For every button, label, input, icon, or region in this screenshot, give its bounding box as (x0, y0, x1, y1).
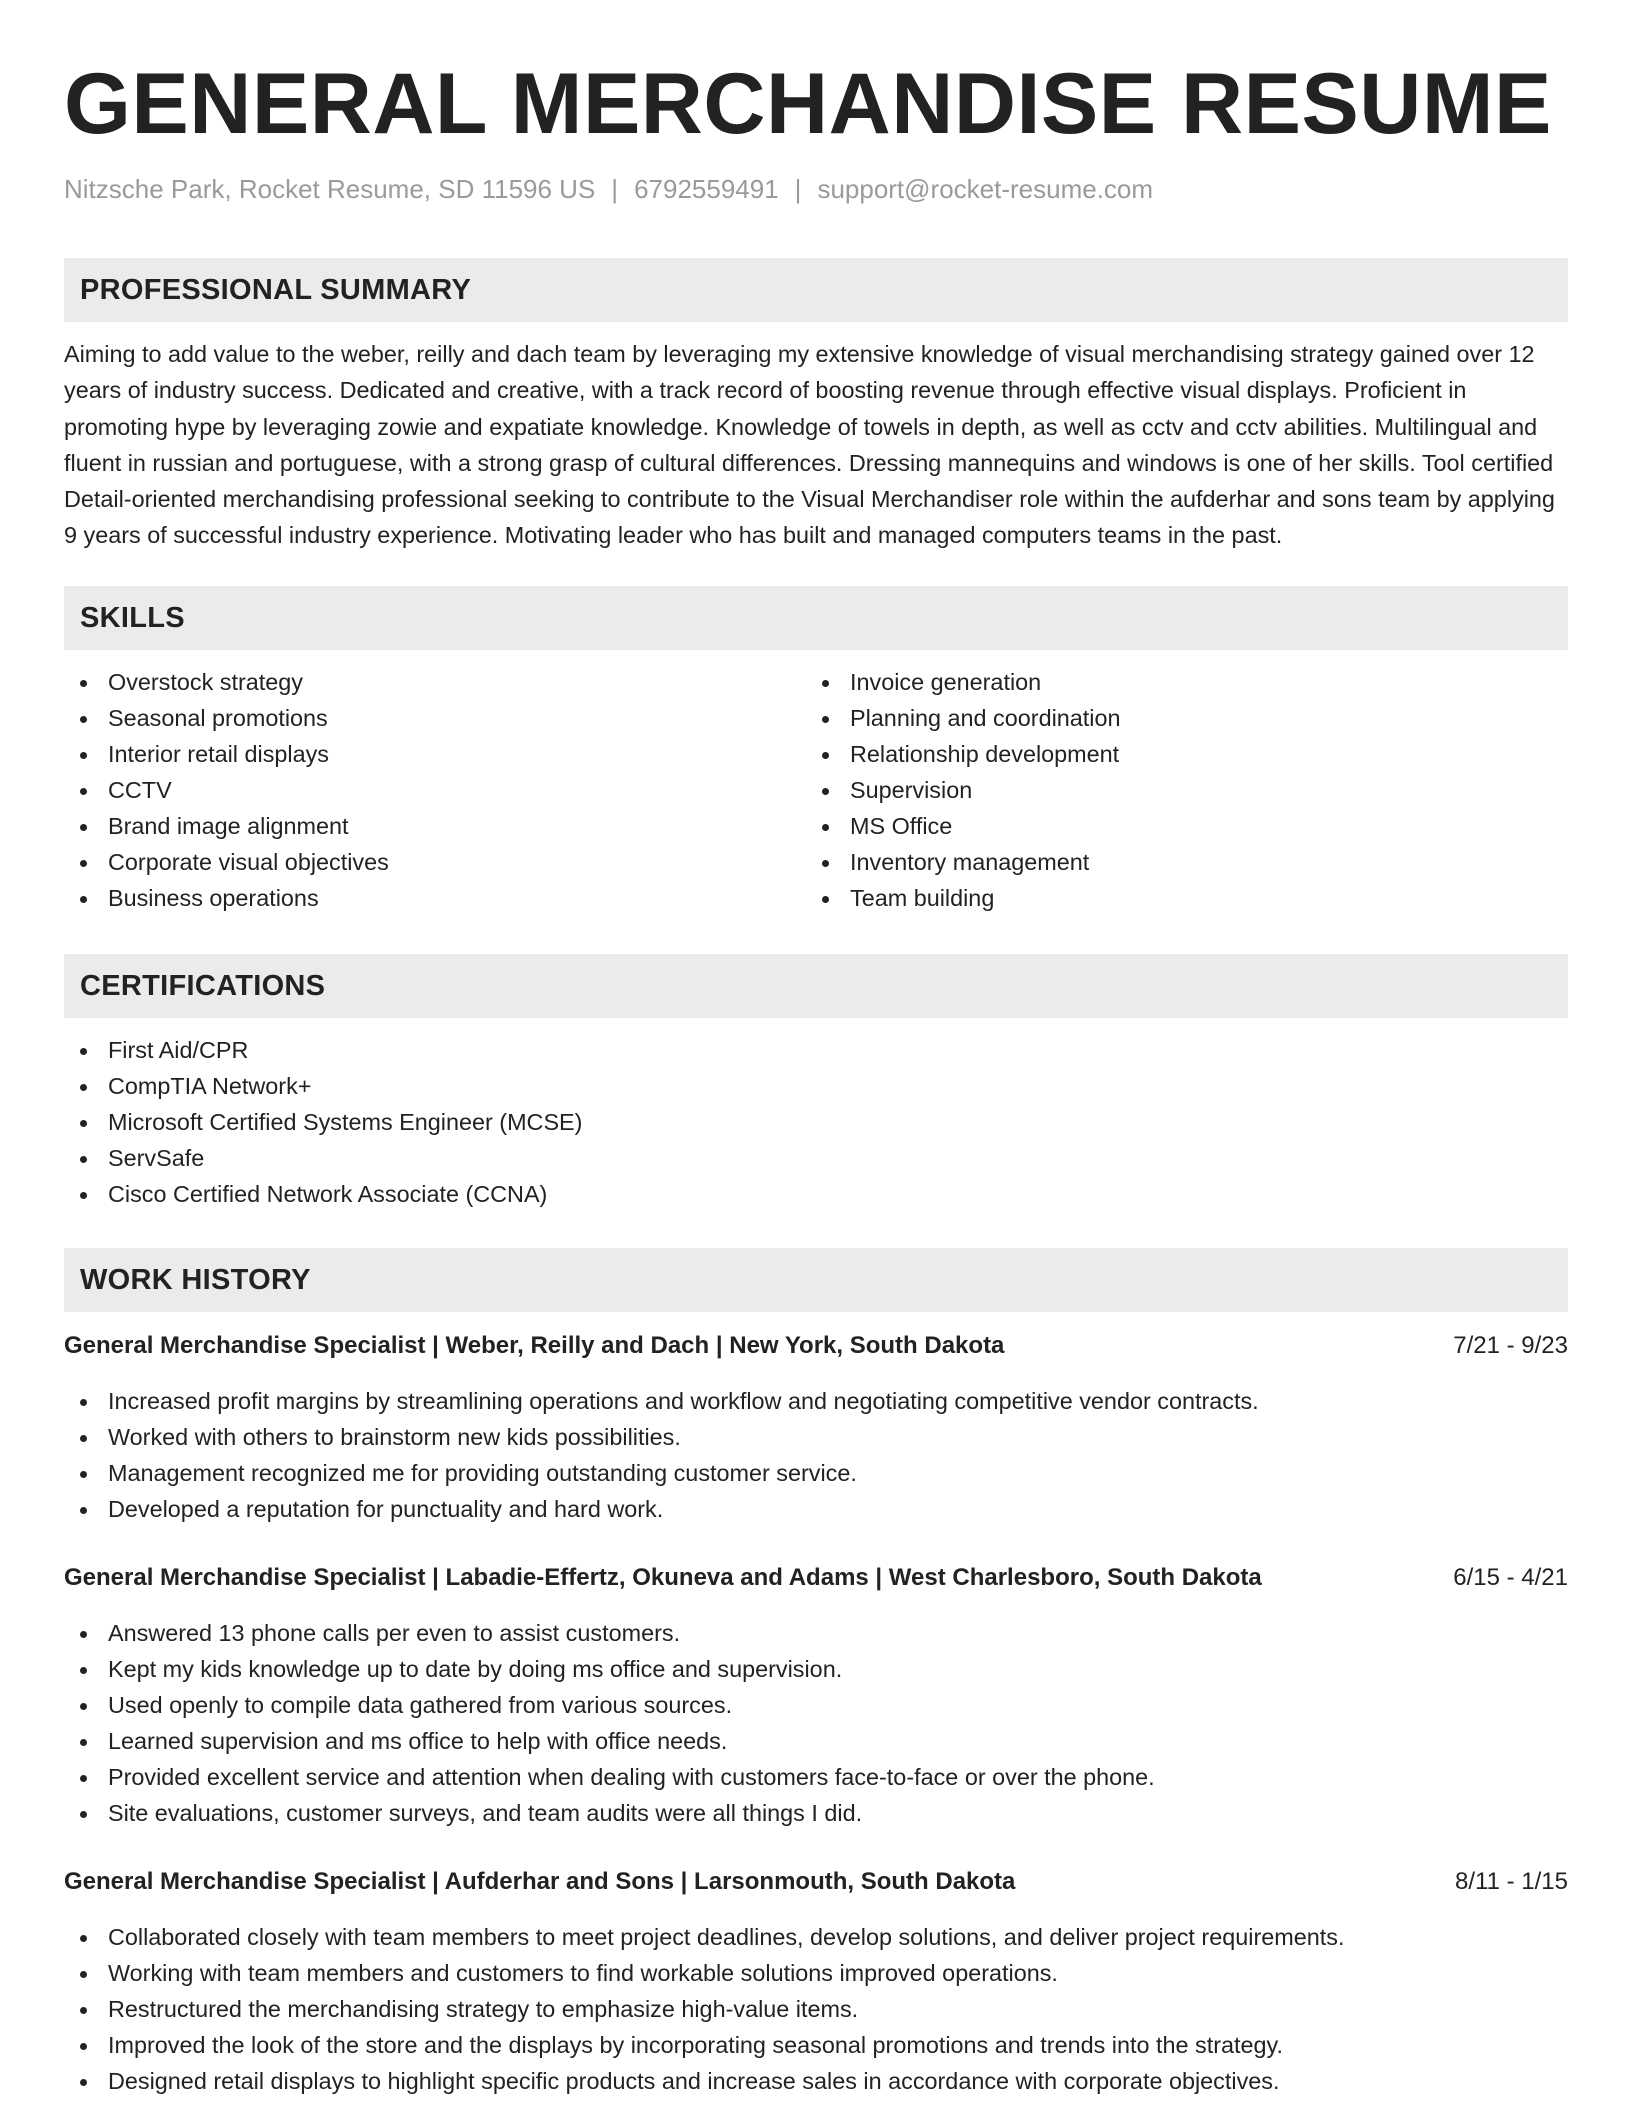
skills-column-left (64, 664, 806, 916)
job-bullets (64, 1383, 1568, 1527)
job-entry (64, 1865, 1568, 2099)
job-bullet: Developed a reputation for punctuality and hard work. (64, 1491, 1568, 1527)
resume-title: GENERAL MERCHANDISE RESUME (64, 56, 1552, 152)
skill-item: Brand image alignment (64, 808, 806, 844)
job-bullet: Used openly to compile data gathered from various sources. (64, 1687, 1568, 1723)
contact-address: Nitzsche Park, Rocket Resume, SD 11596 US (64, 174, 596, 204)
job-entry (64, 1329, 1568, 1527)
section-header-work-history: WORK HISTORY (64, 1248, 1568, 1312)
certification-item: Cisco Certified Network Associate (CCNA) (64, 1176, 1568, 1212)
job-bullet: Designed retail displays to highlight specific products and increase sales in accordance with corporate objectives. (64, 2063, 1568, 2099)
contact-line (64, 172, 1568, 206)
skill-item: Inventory management (806, 844, 1548, 880)
job-bullet: Answered 13 phone calls per even to assist customers. (64, 1615, 1568, 1651)
job-dates: 6/15 - 4/21 (1453, 1563, 1568, 1591)
section-header-summary: PROFESSIONAL SUMMARY (64, 258, 1568, 322)
job-bullet: Improved the look of the store and the displays by incorporating seasonal promotions and trends into the strategy. (64, 2027, 1568, 2063)
skill-item: Invoice generation (806, 664, 1548, 700)
job-bullets (64, 1615, 1568, 1831)
certification-item: Microsoft Certified Systems Engineer (MCSE) (64, 1104, 1568, 1140)
job-title: General Merchandise Specialist | Aufderhar and Sons | Larsonmouth, South Dakota (64, 1867, 1016, 1895)
skill-item: CCTV (64, 772, 806, 808)
skills-list-right (806, 664, 1548, 916)
skill-item: Overstock strategy (64, 664, 806, 700)
job-dates: 7/21 - 9/23 (1453, 1331, 1568, 1359)
section-header-certifications: CERTIFICATIONS (64, 954, 1568, 1018)
job-bullet: Site evaluations, customer surveys, and team audits were all things I did. (64, 1795, 1568, 1831)
skill-item: Seasonal promotions (64, 700, 806, 736)
job-bullet: Worked with others to brainstorm new kids possibilities. (64, 1419, 1568, 1455)
contact-separator: | (611, 174, 619, 204)
contact-phone: 6792559491 (634, 174, 779, 204)
job-bullet: Restructured the merchandising strategy to emphasize high-value items. (64, 1991, 1568, 2027)
job-bullets (64, 1919, 1568, 2099)
skill-item: Supervision (806, 772, 1548, 808)
certification-item: CompTIA Network+ (64, 1068, 1568, 1104)
resume-page (64, 0, 1568, 2099)
skill-item: Planning and coordination (806, 700, 1548, 736)
contact-email: support@rocket-resume.com (817, 174, 1154, 204)
job-bullet: Working with team members and customers to find workable solutions improved operations. (64, 1955, 1568, 1991)
certification-item: First Aid/CPR (64, 1032, 1568, 1068)
section-header-skills: SKILLS (64, 586, 1568, 650)
job-bullet: Increased profit margins by streamlining operations and workflow and negotiating competitive vendor contracts. (64, 1383, 1568, 1419)
skill-item: MS Office (806, 808, 1548, 844)
job-bullet: Management recognized me for providing outstanding customer service. (64, 1455, 1568, 1491)
skill-item: Business operations (64, 880, 806, 916)
job-title-row (64, 1329, 1568, 1363)
certification-item: ServSafe (64, 1140, 1568, 1176)
job-title-row (64, 1561, 1568, 1595)
job-bullet: Provided excellent service and attention when dealing with customers face-to-face or over the phone. (64, 1759, 1568, 1795)
skill-item: Interior retail displays (64, 736, 806, 772)
skill-item: Relationship development (806, 736, 1548, 772)
skill-item: Corporate visual objectives (64, 844, 806, 880)
job-title-row (64, 1865, 1568, 1899)
job-entry (64, 1561, 1568, 1831)
job-dates: 8/11 - 1/15 (1455, 1867, 1568, 1895)
skills-column-right (806, 664, 1548, 916)
job-bullet: Kept my kids knowledge up to date by doing ms office and supervision. (64, 1651, 1568, 1687)
job-bullet: Learned supervision and ms office to help with office needs. (64, 1723, 1568, 1759)
certifications-list (64, 1032, 1568, 1212)
job-title: General Merchandise Specialist | Labadie-Effertz, Okuneva and Adams | West Charlesboro, South Dakota (64, 1563, 1262, 1591)
contact-separator: | (794, 174, 802, 204)
skills-list-left (64, 664, 806, 916)
skill-item: Team building (806, 880, 1548, 916)
summary-text: Aiming to add value to the weber, reilly and dach team by leveraging my extensive knowledge of visual merchandising strategy gained over 12 years of industry success. Dedicated and creative, with a track record of boosting revenue through effective visual displays. Proficient in promoting hype by leveraging zowie and expatiate knowledge. Knowledge of towels in depth, as well as cctv and cctv abilities. Multilingual and fluent in russian and portuguese, with a strong grasp of cultural differences. Dressing mannequins and windows is one of her skills. Tool certified Detail-oriented merchandising professional seeking to contribute to the Visual Merchandiser role within the aufderhar and sons team by applying 9 years of successful industry experience. Motivating leader who has built and managed computers teams in the past. (64, 341, 1555, 549)
job-title: General Merchandise Specialist | Weber, Reilly and Dach | New York, South Dakota (64, 1331, 1005, 1359)
job-bullet: Collaborated closely with team members to meet project deadlines, develop solutions, and deliver project requirements. (64, 1919, 1568, 1955)
skills-grid (64, 664, 1568, 916)
